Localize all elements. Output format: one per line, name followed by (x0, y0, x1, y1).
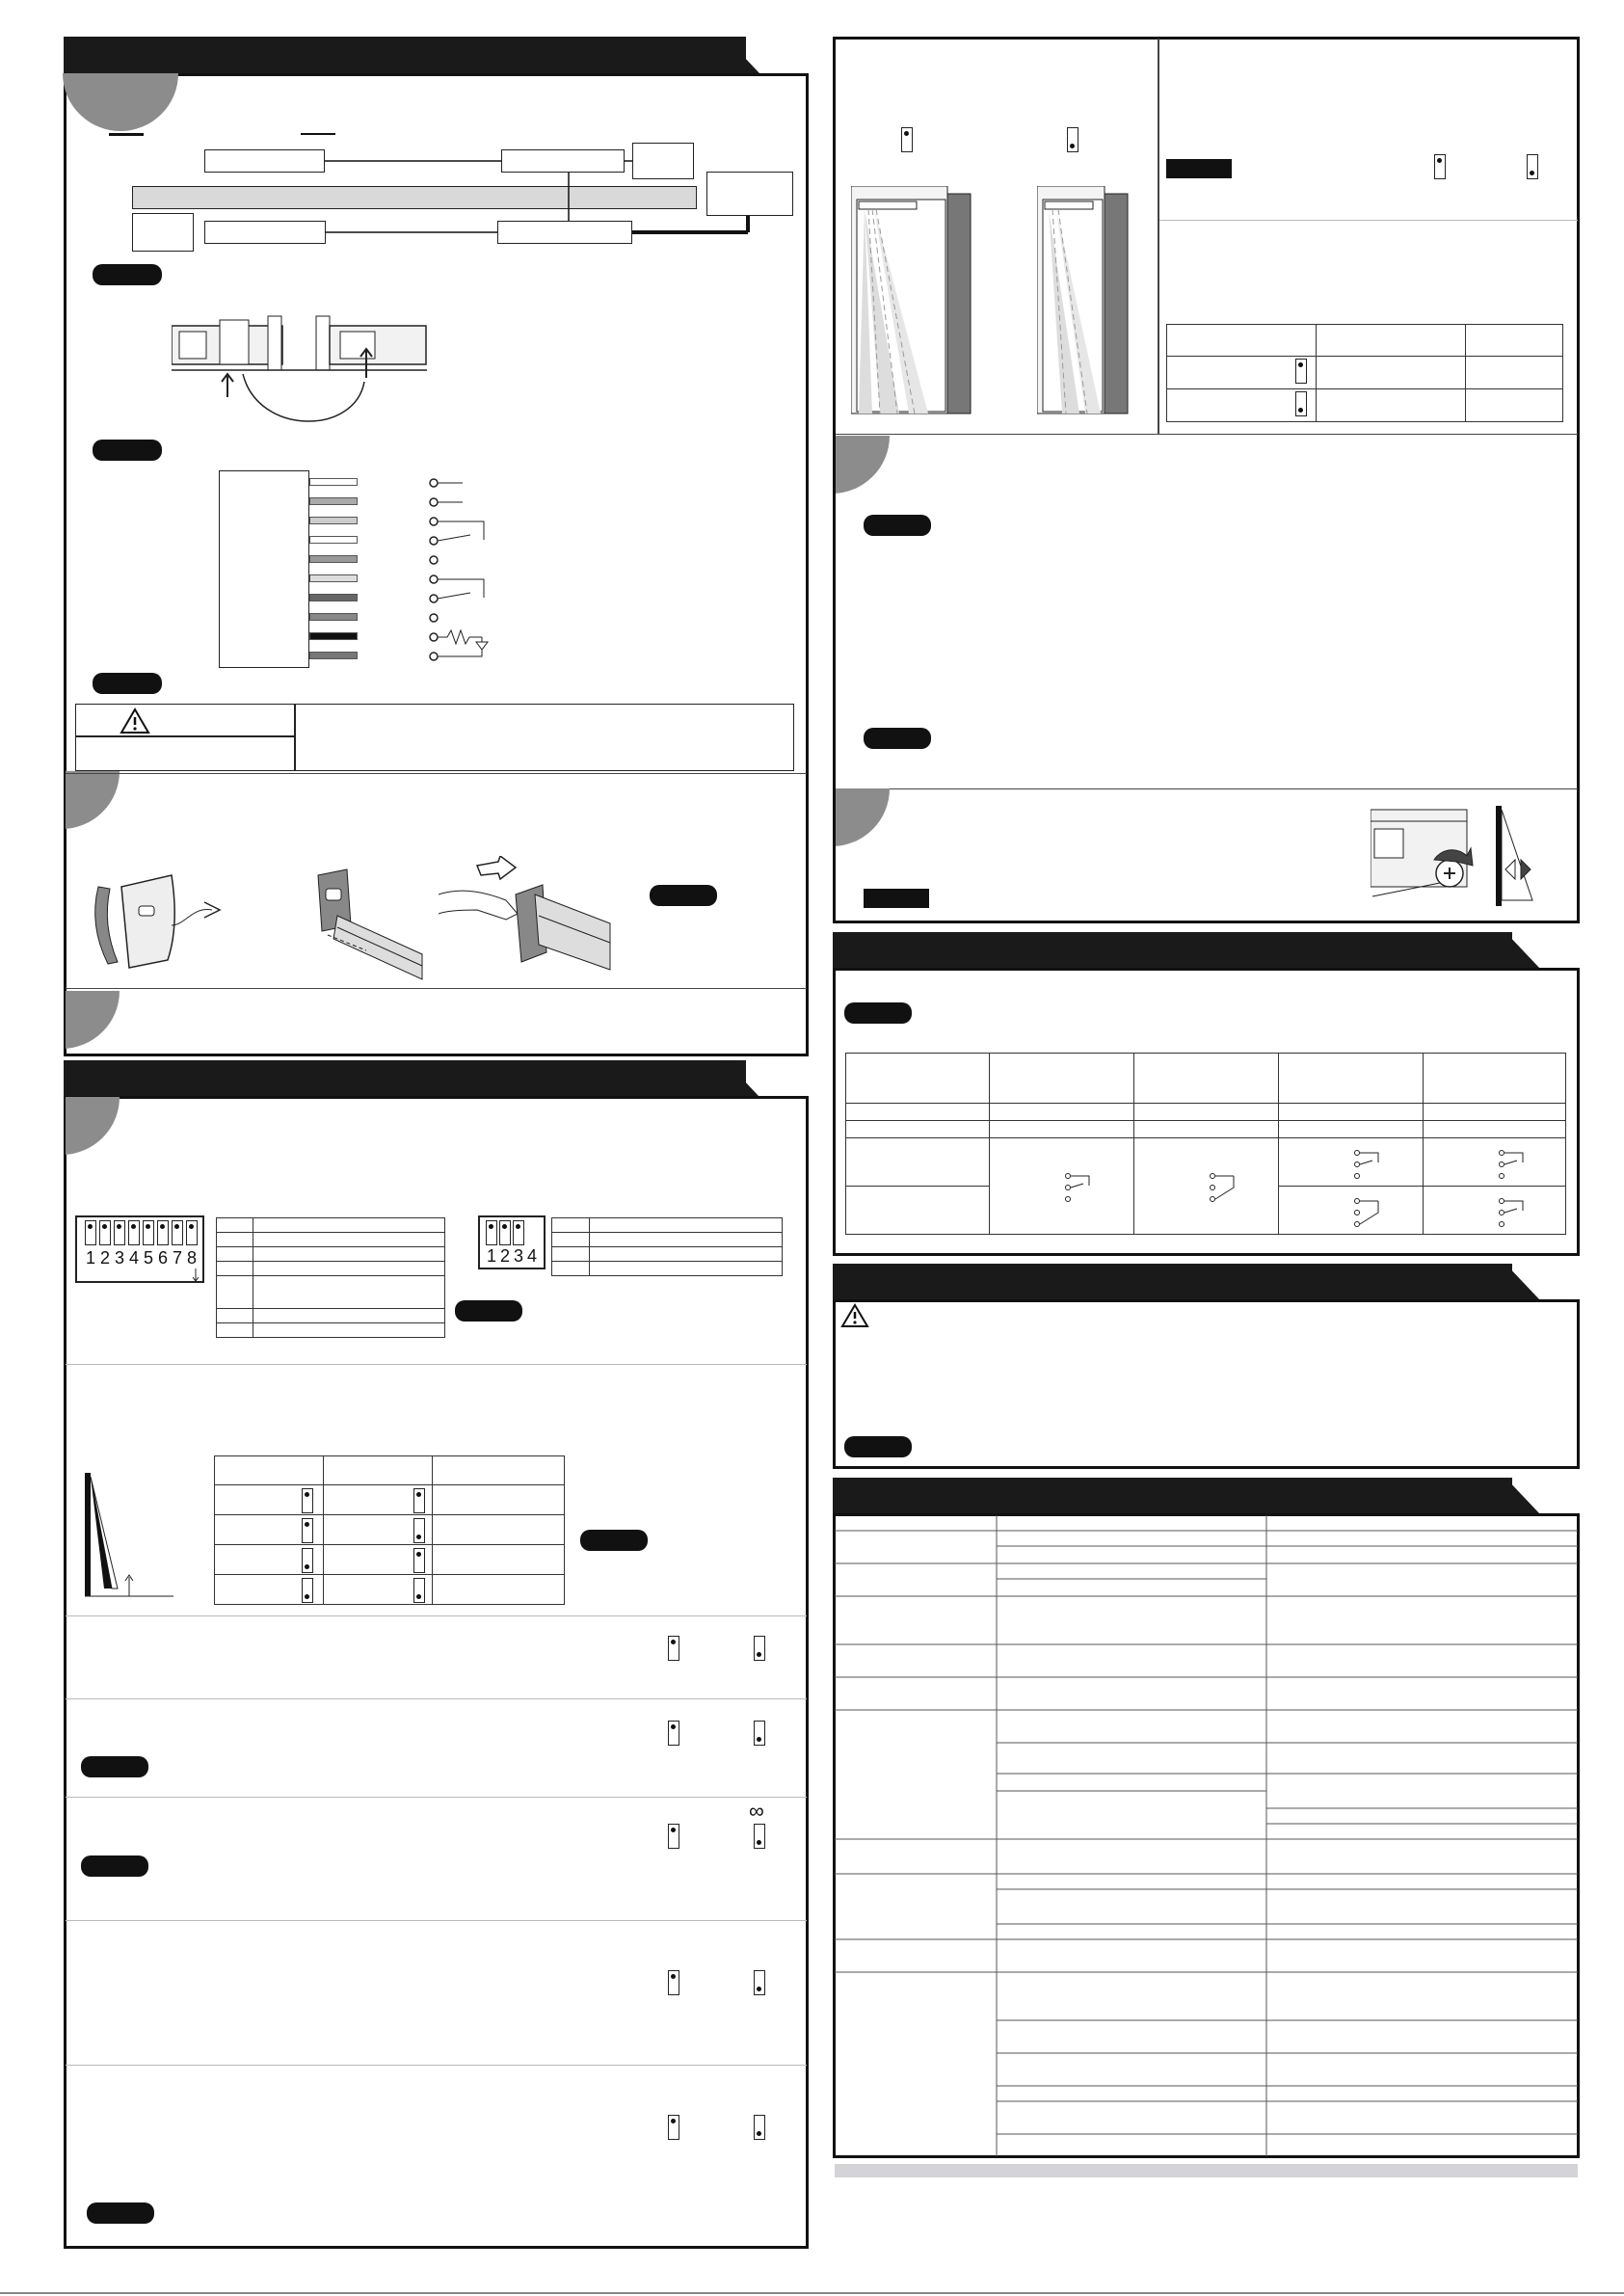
wire-4 (309, 536, 358, 544)
dip-s3[interactable] (513, 1220, 524, 1245)
note-label-13 (864, 889, 929, 908)
divider-9 (836, 788, 1578, 789)
dip-4[interactable] (128, 1220, 140, 1245)
door-dip-left (901, 127, 913, 152)
note-label-7 (81, 1756, 148, 1777)
panel-detection-hdivider2 (836, 434, 1578, 435)
height-dip-r4a (302, 1578, 313, 1603)
note-label-8 (81, 1855, 148, 1877)
dip-8[interactable] (186, 1220, 198, 1245)
wire-8 (309, 613, 358, 621)
divider-8 (66, 2065, 807, 2066)
setting-dip-c2 (754, 1824, 765, 1849)
dip-number-8: 8 (187, 1248, 198, 1268)
setting-dip-b2 (754, 1721, 765, 1746)
wire-5 (309, 555, 358, 563)
dip-small-number-2: 2 (500, 1246, 511, 1266)
dip-8-table (216, 1217, 445, 1338)
output-relay-6 (1498, 1197, 1527, 1230)
note-label-3 (93, 673, 162, 694)
divider-3 (66, 1364, 807, 1365)
divider-4 (66, 1615, 807, 1616)
step-circle-4 (4, 1039, 120, 1155)
wire-6 (309, 574, 358, 582)
dip-number-4: 4 (129, 1248, 140, 1268)
note-label-5 (455, 1300, 522, 1322)
banner-tail-2 (704, 1060, 761, 1099)
setting-dip-c1 (668, 1824, 679, 1849)
setting-dip-d2 (754, 1970, 765, 1995)
diagram-lines (0, 0, 810, 270)
relay-contact-icon (424, 472, 501, 665)
divider-6 (66, 1797, 807, 1798)
setting-dip-d1 (668, 1970, 679, 1995)
adjust-screw-illustration (1371, 806, 1563, 921)
note-label-2 (93, 440, 162, 461)
dip-small-number-4: 4 (527, 1246, 538, 1266)
wire-7 (309, 594, 358, 601)
infinity-symbol: ∞ (749, 1799, 764, 1823)
setting-dip-b1 (668, 1721, 679, 1746)
height-dip-r2a (302, 1518, 313, 1543)
footer-bar (835, 2164, 1578, 2177)
banner-tail-3 (1484, 932, 1542, 971)
divider-5 (66, 1698, 807, 1699)
height-illustration (85, 1473, 176, 1598)
dip-1[interactable] (85, 1220, 96, 1245)
dip-s1[interactable] (486, 1220, 497, 1245)
warning-icon-2 (840, 1303, 869, 1328)
dip-arrow-icon (191, 1268, 200, 1282)
note-label-15 (844, 1436, 912, 1457)
setting-dip-a1 (668, 1636, 679, 1661)
dip-s2[interactable] (499, 1220, 511, 1245)
door-detection-illustration-right (1037, 186, 1133, 417)
terminal-block (219, 470, 309, 668)
mode-table-dip-1 (1295, 359, 1307, 384)
rail-mount-illustration (308, 868, 424, 983)
banner-tail-5 (1484, 1478, 1542, 1516)
height-dip-r1b (413, 1488, 425, 1513)
dip-2[interactable] (99, 1220, 111, 1245)
caution-divider-v (294, 704, 296, 771)
divider-2 (66, 988, 807, 989)
mode-dip-b (1527, 154, 1538, 179)
note-label-1 (93, 264, 162, 285)
wire-3 (309, 517, 358, 524)
section-banner-2 (64, 1060, 746, 1097)
note-label-10 (1166, 159, 1232, 178)
note-label-11 (864, 515, 931, 536)
note-label-6 (580, 1530, 648, 1551)
height-dip-r1a (302, 1488, 313, 1513)
mode-dip-a (1434, 154, 1446, 179)
dip-7[interactable] (172, 1220, 183, 1245)
dip-number-5: 5 (144, 1248, 154, 1268)
dip-6[interactable] (157, 1220, 169, 1245)
wire-9 (309, 632, 358, 640)
section-banner-4 (833, 1264, 1512, 1300)
warning-icon (120, 707, 150, 734)
caution-divider-h (75, 735, 295, 737)
wire-1 (309, 478, 358, 486)
section-banner-5 (833, 1478, 1512, 1514)
dip-number-6: 6 (158, 1248, 169, 1268)
setting-dip-a2 (754, 1636, 765, 1661)
divider-1 (66, 773, 807, 774)
cover-illustration (79, 868, 233, 983)
height-dip-r3a (302, 1548, 313, 1573)
setting-dip-e2 (754, 2115, 765, 2140)
wire-2 (309, 497, 358, 505)
mode-table (1166, 324, 1563, 422)
caution-box (75, 704, 794, 771)
height-dip-r3b (413, 1548, 425, 1573)
output-relay-1 (1064, 1172, 1093, 1205)
dip-number-7: 7 (173, 1248, 183, 1268)
panel-detection-hdivider (1159, 220, 1578, 221)
height-dip-r2b (413, 1518, 425, 1543)
banner-tail-4 (1484, 1264, 1542, 1302)
dip-number-3: 3 (115, 1248, 125, 1268)
output-relay-2 (1209, 1172, 1238, 1205)
wire-10 (309, 652, 358, 659)
panel-warning (833, 1299, 1580, 1469)
dip-number-1: 1 (86, 1248, 96, 1268)
output-table (845, 1053, 1566, 1235)
press-illustration (439, 856, 612, 986)
height-table (214, 1455, 565, 1605)
output-relay-4 (1498, 1149, 1527, 1182)
output-relay-3 (1353, 1149, 1382, 1182)
output-relay-5 (1353, 1197, 1382, 1230)
panel-detection-vdivider (1158, 39, 1159, 434)
mode-table-dip-2 (1295, 391, 1307, 416)
dip-5[interactable] (143, 1220, 154, 1245)
door-detection-illustration-left (851, 186, 976, 417)
dip-4-table (551, 1217, 783, 1276)
dip-small-number-3: 3 (514, 1246, 524, 1266)
spec-table (835, 1515, 1578, 2156)
dip-small-number-1: 1 (487, 1246, 497, 1266)
setting-dip-e1 (668, 2115, 679, 2140)
section-banner-3 (833, 932, 1512, 969)
dip-number-2: 2 (100, 1248, 111, 1268)
connector-illustration (172, 310, 432, 436)
page-bottom-rule (0, 2292, 1624, 2294)
height-dip-r4b (413, 1578, 425, 1603)
note-label-14 (844, 1002, 912, 1024)
note-label-12 (864, 728, 931, 749)
note-label-9 (87, 2203, 154, 2224)
door-dip-right (1067, 127, 1078, 152)
divider-7 (66, 1920, 807, 1921)
dip-3[interactable] (114, 1220, 125, 1245)
note-label-4 (650, 885, 717, 906)
